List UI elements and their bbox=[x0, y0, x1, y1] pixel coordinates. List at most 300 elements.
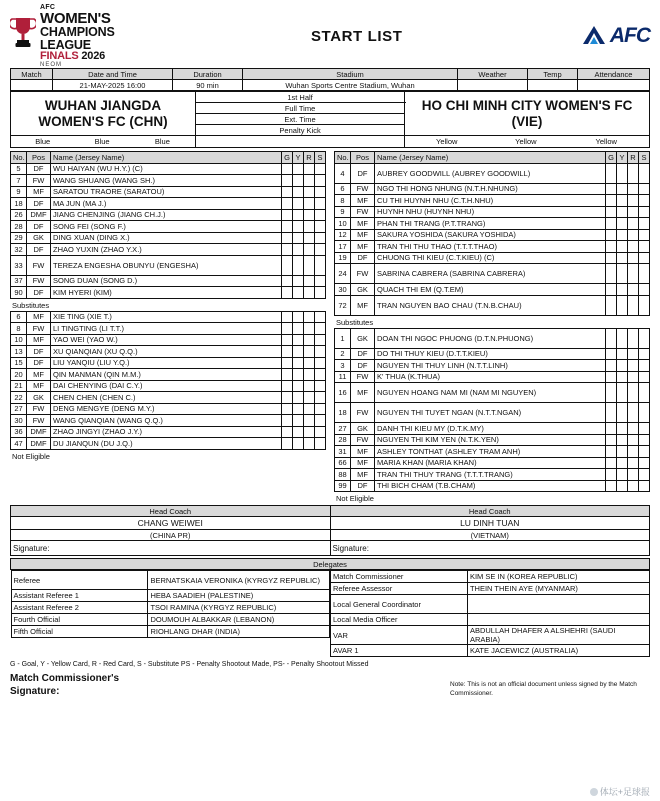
player-name: PHAN THI TRANG (P.T.TRANG) bbox=[375, 218, 606, 230]
player-yellow bbox=[617, 229, 628, 241]
player-red bbox=[304, 186, 315, 198]
logo-finals-text: FINALS bbox=[40, 50, 79, 62]
player-goals bbox=[606, 423, 617, 435]
player-row bbox=[335, 295, 650, 315]
player-number: 26 bbox=[11, 209, 27, 221]
player-goals bbox=[282, 275, 293, 287]
away-starters-body bbox=[335, 163, 650, 315]
player-position: DF bbox=[27, 244, 51, 256]
player-number: 12 bbox=[335, 229, 351, 241]
player-yellow bbox=[617, 360, 628, 372]
delegates-right-body bbox=[331, 571, 650, 657]
player-position: DF bbox=[27, 221, 51, 233]
player-goals bbox=[606, 264, 617, 284]
player-red bbox=[628, 163, 639, 183]
player-position: FW bbox=[27, 275, 51, 287]
player-yellow bbox=[293, 209, 304, 221]
player-name: DAI CHENYING (DAI C.Y.) bbox=[51, 380, 282, 392]
player-row bbox=[335, 403, 650, 423]
player-position: MF bbox=[351, 218, 375, 230]
away-kit-color-1: Yellow bbox=[436, 137, 458, 146]
player-goals bbox=[606, 328, 617, 348]
player-name: WANG QIANQIAN (WANG Q.Q.) bbox=[51, 415, 282, 427]
player-sub bbox=[315, 287, 326, 299]
player-number: 10 bbox=[11, 334, 27, 346]
col-header-r: R bbox=[304, 152, 315, 164]
player-number: 47 bbox=[11, 438, 27, 450]
player-row bbox=[335, 360, 650, 372]
player-yellow bbox=[617, 348, 628, 360]
player-goals bbox=[606, 183, 617, 195]
player-name: DOAN THI NGOC PHUONG (D.T.N.PHUONG) bbox=[375, 328, 606, 348]
home-head-coach-name: CHANG WEIWEI bbox=[11, 517, 331, 530]
delegate-row bbox=[11, 571, 330, 590]
player-red bbox=[304, 380, 315, 392]
player-name: SAKURA YOSHIDA (SAKURA YOSHIDA) bbox=[375, 229, 606, 241]
player-goals bbox=[606, 446, 617, 458]
player-red bbox=[628, 264, 639, 284]
player-sub bbox=[315, 392, 326, 404]
player-name: TEREZA ENGESHA OBUNYU (ENGESHA) bbox=[51, 255, 282, 275]
player-goals bbox=[606, 241, 617, 253]
player-red bbox=[304, 163, 315, 175]
player-name: CHEN CHEN (CHEN C.) bbox=[51, 392, 282, 404]
player-goals bbox=[606, 383, 617, 403]
player-goals bbox=[282, 311, 293, 323]
player-goals bbox=[606, 371, 617, 383]
watermark bbox=[590, 785, 650, 798]
player-sub bbox=[315, 209, 326, 221]
player-sub bbox=[639, 206, 650, 218]
teams-table bbox=[10, 91, 650, 148]
player-goals bbox=[282, 403, 293, 415]
player-name: SABRINA CABRERA (SABRINA CABRERA) bbox=[375, 264, 606, 284]
player-row bbox=[11, 357, 326, 369]
col-header-s: S bbox=[315, 152, 326, 164]
player-row bbox=[11, 244, 326, 256]
delegate-row bbox=[331, 595, 650, 614]
player-yellow bbox=[293, 403, 304, 415]
document-footer bbox=[10, 673, 650, 698]
player-row bbox=[11, 346, 326, 358]
player-position: FW bbox=[27, 415, 51, 427]
player-name: CHUONG THI KIEU (C.T.KIEU) (C) bbox=[375, 252, 606, 264]
player-red bbox=[628, 241, 639, 253]
player-goals bbox=[282, 232, 293, 244]
afc-mark-icon bbox=[581, 24, 607, 48]
player-sub bbox=[315, 357, 326, 369]
player-number: 33 bbox=[11, 255, 27, 275]
player-goals bbox=[282, 323, 293, 335]
player-number: 4 bbox=[335, 163, 351, 183]
player-red bbox=[628, 229, 639, 241]
player-name: MARIA KHAN (MARIA KHAN) bbox=[375, 457, 606, 469]
player-goals bbox=[282, 415, 293, 427]
home-starters-table bbox=[10, 151, 326, 299]
player-number: 11 bbox=[335, 371, 351, 383]
player-row bbox=[11, 255, 326, 275]
player-sub bbox=[315, 175, 326, 187]
player-row bbox=[335, 195, 650, 207]
home-subs-body bbox=[11, 311, 326, 449]
player-row bbox=[335, 183, 650, 195]
player-red bbox=[304, 244, 315, 256]
home-not-eligible-label: Not Eligible bbox=[12, 451, 50, 461]
player-yellow bbox=[293, 369, 304, 381]
delegate-row bbox=[331, 614, 650, 626]
delegate-name: THEIN THEIN AYE (MYANMAR) bbox=[467, 583, 649, 595]
col-header-s: S bbox=[639, 152, 650, 164]
home-kit-color-2: Blue bbox=[94, 137, 110, 146]
player-name: TRAN THI THUY TRANG (T.T.T.TRANG) bbox=[375, 469, 606, 481]
player-row bbox=[11, 198, 326, 210]
player-row bbox=[335, 423, 650, 435]
away-kit-color-2: Yellow bbox=[515, 137, 537, 146]
player-sub bbox=[639, 434, 650, 446]
period-ext-time: Ext. Time bbox=[196, 114, 405, 125]
player-goals bbox=[282, 209, 293, 221]
head-coach-table bbox=[10, 505, 650, 556]
logo-womens-text: WOMEN'S bbox=[40, 10, 111, 27]
period-first-half: 1st Half bbox=[196, 92, 405, 103]
away-substitutes-label: Substitutes bbox=[336, 317, 374, 327]
delegate-name: KATE JACEWICZ (AUSTRALIA) bbox=[467, 645, 649, 657]
player-goals bbox=[606, 284, 617, 296]
player-goals bbox=[606, 434, 617, 446]
away-squad bbox=[334, 151, 650, 505]
player-sub bbox=[315, 380, 326, 392]
match-info-header-weather: Weather bbox=[458, 69, 528, 80]
player-name: TRAN THI THU THAO (T.T.T.THAO) bbox=[375, 241, 606, 253]
player-name: SONG FEI (SONG F.) bbox=[51, 221, 282, 233]
logo-afc-text: AFC bbox=[40, 4, 56, 11]
player-position: MF bbox=[351, 195, 375, 207]
player-red bbox=[304, 346, 315, 358]
delegates-title: Delegates bbox=[11, 559, 650, 570]
delegate-role: Referee bbox=[11, 571, 148, 590]
player-position: FW bbox=[351, 183, 375, 195]
player-goals bbox=[282, 163, 293, 175]
player-red bbox=[628, 371, 639, 383]
delegate-name: RIOHLANG DHAR (INDIA) bbox=[148, 626, 330, 638]
player-number: 99 bbox=[335, 480, 351, 492]
player-yellow bbox=[617, 264, 628, 284]
player-sub bbox=[315, 334, 326, 346]
delegate-name bbox=[467, 595, 649, 614]
player-name: AUBREY GOODWILL (AUBREY GOODWILL) bbox=[375, 163, 606, 183]
player-number: 20 bbox=[11, 369, 27, 381]
player-goals bbox=[282, 346, 293, 358]
player-yellow bbox=[617, 183, 628, 195]
player-yellow bbox=[617, 423, 628, 435]
player-goals bbox=[282, 175, 293, 187]
logo-year-text: 2026 bbox=[81, 50, 106, 62]
player-number: 9 bbox=[11, 186, 27, 198]
col-header-y: Y bbox=[617, 152, 628, 164]
player-position: FW bbox=[27, 255, 51, 275]
player-row bbox=[335, 284, 650, 296]
player-name: QIN MANMAN (QIN M.M.) bbox=[51, 369, 282, 381]
player-goals bbox=[282, 186, 293, 198]
match-info-value-match bbox=[11, 80, 53, 91]
player-red bbox=[304, 287, 315, 299]
player-red bbox=[304, 232, 315, 244]
col-header-g: G bbox=[606, 152, 617, 164]
player-name: THI BICH CHAM (T.B.CHAM) bbox=[375, 480, 606, 492]
player-red bbox=[628, 446, 639, 458]
logo-league-text: LEAGUE bbox=[40, 37, 91, 52]
player-number: 28 bbox=[11, 221, 27, 233]
delegate-role: Fourth Official bbox=[11, 614, 148, 626]
player-sub bbox=[315, 186, 326, 198]
player-number: 10 bbox=[335, 218, 351, 230]
player-goals bbox=[282, 334, 293, 346]
player-red bbox=[304, 209, 315, 221]
player-red bbox=[304, 323, 315, 335]
player-sub bbox=[315, 323, 326, 335]
col-header-name: Name (Jersey Name) bbox=[51, 152, 282, 164]
player-row bbox=[11, 186, 326, 198]
legend-text: G - Goal, Y - Yellow Card, R - Red Card, S - Substitute PS - Penalty Shootout Made, PS- - Penalty Shootout Missed bbox=[10, 661, 369, 668]
player-red bbox=[628, 434, 639, 446]
away-not-eligible-label: Not Eligible bbox=[336, 494, 374, 503]
player-number: 36 bbox=[11, 426, 27, 438]
player-red bbox=[304, 426, 315, 438]
player-sub bbox=[639, 252, 650, 264]
player-number: 90 bbox=[11, 287, 27, 299]
player-yellow bbox=[293, 323, 304, 335]
player-position: MF bbox=[27, 334, 51, 346]
player-name: WANG SHUANG (WANG SH.) bbox=[51, 175, 282, 187]
player-yellow bbox=[293, 334, 304, 346]
player-goals bbox=[282, 392, 293, 404]
kit-colors-row bbox=[11, 136, 650, 148]
away-head-coach-country: (VIETNAM) bbox=[330, 530, 650, 541]
player-row bbox=[335, 371, 650, 383]
player-number: 72 bbox=[335, 295, 351, 315]
player-sub bbox=[315, 426, 326, 438]
afc-logo-text: AFC bbox=[609, 24, 650, 47]
player-number: 8 bbox=[11, 323, 27, 335]
player-row bbox=[11, 369, 326, 381]
home-kit-color-1: Blue bbox=[35, 137, 51, 146]
player-red bbox=[304, 311, 315, 323]
player-red bbox=[304, 392, 315, 404]
delegate-name: BERNATSKAIA VERONIKA (KYRGYZ REPUBLIC) bbox=[148, 571, 330, 590]
player-goals bbox=[606, 252, 617, 264]
away-head-coach-name: LU DINH TUAN bbox=[330, 517, 650, 530]
player-name: DENG MENGYE (DENG M.Y.) bbox=[51, 403, 282, 415]
delegate-row bbox=[331, 626, 650, 645]
player-position: FW bbox=[27, 323, 51, 335]
player-name: XU QIANQIAN (XU Q.Q.) bbox=[51, 346, 282, 358]
player-number: 1 bbox=[335, 328, 351, 348]
player-red bbox=[628, 469, 639, 481]
player-yellow bbox=[617, 446, 628, 458]
competition-logo bbox=[10, 4, 115, 68]
match-info-value-attendance bbox=[578, 80, 650, 91]
player-row bbox=[335, 264, 650, 284]
player-number: 37 bbox=[11, 275, 27, 287]
player-sub bbox=[639, 264, 650, 284]
player-name: XIE TING (XIE T.) bbox=[51, 311, 282, 323]
player-row bbox=[11, 426, 326, 438]
col-header-no: No. bbox=[335, 152, 351, 164]
player-row bbox=[11, 275, 326, 287]
player-number: 88 bbox=[335, 469, 351, 481]
player-sub bbox=[639, 480, 650, 492]
player-name: TRAN NGUYEN BAO CHAU (T.N.B.CHAU) bbox=[375, 295, 606, 315]
player-sub bbox=[639, 360, 650, 372]
player-row bbox=[335, 446, 650, 458]
player-position: MF bbox=[351, 295, 375, 315]
player-red bbox=[304, 275, 315, 287]
player-position: MF bbox=[27, 369, 51, 381]
player-yellow bbox=[293, 232, 304, 244]
player-position: MF bbox=[351, 469, 375, 481]
player-yellow bbox=[617, 218, 628, 230]
delegate-row bbox=[11, 602, 330, 614]
player-position: MF bbox=[351, 383, 375, 403]
player-position: DF bbox=[27, 198, 51, 210]
player-position: FW bbox=[351, 371, 375, 383]
player-red bbox=[628, 457, 639, 469]
player-yellow bbox=[617, 403, 628, 423]
player-row bbox=[11, 311, 326, 323]
player-red bbox=[628, 183, 639, 195]
col-header-pos: Pos bbox=[27, 152, 51, 164]
col-header-r: R bbox=[628, 152, 639, 164]
delegate-role: Local General Coordinator bbox=[331, 595, 468, 614]
home-substitutes-label: Substitutes bbox=[12, 300, 50, 310]
match-info-value-weather bbox=[458, 80, 528, 91]
delegates-table bbox=[10, 558, 650, 657]
player-position: DF bbox=[27, 346, 51, 358]
delegate-role: AVAR 1 bbox=[331, 645, 468, 657]
player-position: DMF bbox=[27, 209, 51, 221]
player-name: DO THI THUY KIEU (D.T.T.KIEU) bbox=[375, 348, 606, 360]
away-starters-table bbox=[334, 151, 650, 316]
delegates-right-table bbox=[330, 570, 650, 657]
player-yellow bbox=[617, 206, 628, 218]
player-sub bbox=[639, 195, 650, 207]
player-name: DING XUAN (DING X.) bbox=[51, 232, 282, 244]
delegate-row bbox=[11, 590, 330, 602]
player-yellow bbox=[617, 241, 628, 253]
player-yellow bbox=[293, 438, 304, 450]
player-sub bbox=[315, 403, 326, 415]
player-row bbox=[335, 469, 650, 481]
delegate-name: HEBA SAADIEH (PALESTINE) bbox=[148, 590, 330, 602]
player-number: 22 bbox=[11, 392, 27, 404]
home-team-name: WUHAN JIANGDA WOMEN'S FC (CHN) bbox=[11, 92, 196, 136]
match-info-header-datetime: Date and Time bbox=[53, 69, 173, 80]
player-number: 15 bbox=[11, 357, 27, 369]
player-number: 2 bbox=[335, 348, 351, 360]
player-position: FW bbox=[351, 206, 375, 218]
away-squad-header-row bbox=[335, 152, 650, 164]
player-number: 31 bbox=[335, 446, 351, 458]
player-number: 7 bbox=[11, 175, 27, 187]
player-red bbox=[628, 328, 639, 348]
player-row bbox=[11, 287, 326, 299]
player-goals bbox=[606, 469, 617, 481]
logo-sponsor-text: NEOM bbox=[40, 62, 62, 68]
trophy-icon bbox=[10, 15, 36, 57]
player-yellow bbox=[617, 457, 628, 469]
player-name: ZHAO YUXIN (ZHAO Y.X.) bbox=[51, 244, 282, 256]
player-name: HUYNH NHU (HUYNH NHU) bbox=[375, 206, 606, 218]
player-name: KIM HYERI (KIM) bbox=[51, 287, 282, 299]
player-yellow bbox=[293, 275, 304, 287]
player-sub bbox=[639, 183, 650, 195]
player-number: 18 bbox=[11, 198, 27, 210]
player-yellow bbox=[293, 426, 304, 438]
period-penalty-kick: Penalty Kick bbox=[196, 125, 405, 136]
delegate-name bbox=[467, 614, 649, 626]
away-head-coach-label: Head Coach bbox=[330, 506, 650, 517]
player-goals bbox=[606, 360, 617, 372]
player-red bbox=[304, 198, 315, 210]
player-sub bbox=[315, 438, 326, 450]
player-position: DF bbox=[351, 163, 375, 183]
player-yellow bbox=[293, 221, 304, 233]
player-row bbox=[335, 252, 650, 264]
player-goals bbox=[282, 221, 293, 233]
player-name: DU JIANQUN (DU J.Q.) bbox=[51, 438, 282, 450]
player-row bbox=[11, 163, 326, 175]
delegate-row bbox=[331, 571, 650, 583]
match-info-header-temp: Temp bbox=[528, 69, 578, 80]
away-signature-field[interactable]: Signature: bbox=[330, 541, 650, 556]
player-number: 30 bbox=[335, 284, 351, 296]
player-goals bbox=[282, 255, 293, 275]
player-goals bbox=[606, 348, 617, 360]
player-sub bbox=[315, 221, 326, 233]
player-yellow bbox=[293, 175, 304, 187]
col-header-y: Y bbox=[293, 152, 304, 164]
player-name: NGUYEN HOANG NAM MI (NAM MI NGUYEN) bbox=[375, 383, 606, 403]
player-row bbox=[11, 392, 326, 404]
player-position: DF bbox=[351, 252, 375, 264]
match-info-value-duration: 90 min bbox=[173, 80, 243, 91]
player-red bbox=[304, 438, 315, 450]
disclaimer-text: Note: This is not an official document unless signed by the Match Commissioner. bbox=[450, 681, 637, 697]
player-goals bbox=[606, 229, 617, 241]
watermark-icon bbox=[590, 788, 598, 796]
player-position: FW bbox=[351, 434, 375, 446]
home-signature-field[interactable]: Signature: bbox=[11, 541, 331, 556]
player-yellow bbox=[617, 371, 628, 383]
player-red bbox=[628, 195, 639, 207]
player-position: GK bbox=[27, 232, 51, 244]
delegate-role: Fifth Official bbox=[11, 626, 148, 638]
player-row bbox=[335, 383, 650, 403]
player-yellow bbox=[293, 392, 304, 404]
player-number: 29 bbox=[11, 232, 27, 244]
col-header-pos: Pos bbox=[351, 152, 375, 164]
delegate-name: DOUMOUH ALBAKKAR (LEBANON) bbox=[148, 614, 330, 626]
player-name: DANH THI KIEU MY (D.T.K.MY) bbox=[375, 423, 606, 435]
player-sub bbox=[639, 423, 650, 435]
col-header-g: G bbox=[282, 152, 293, 164]
player-row bbox=[335, 218, 650, 230]
player-row bbox=[335, 348, 650, 360]
player-row bbox=[11, 438, 326, 450]
player-row bbox=[11, 334, 326, 346]
away-kit-color-3: Yellow bbox=[595, 137, 617, 146]
player-red bbox=[628, 252, 639, 264]
